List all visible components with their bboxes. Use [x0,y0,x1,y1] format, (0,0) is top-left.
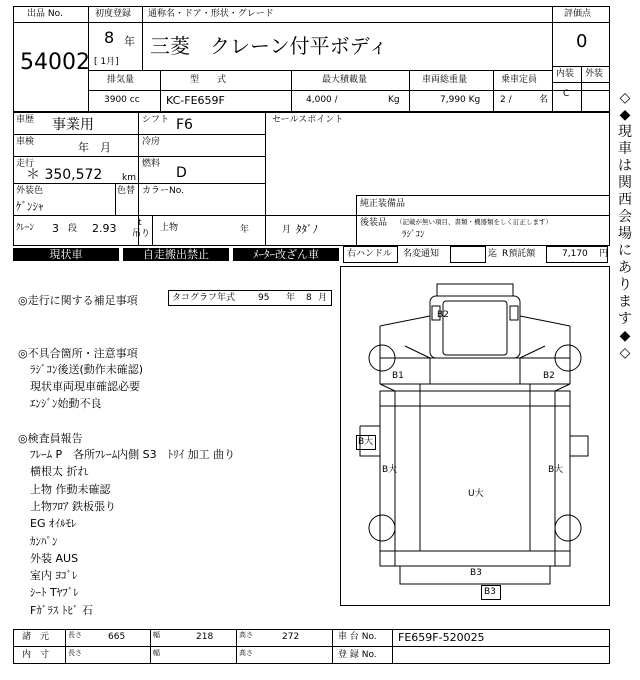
len2-label: 長さ [68,649,82,657]
report-item: 外装 AUS [30,551,79,565]
weight-value: 7,990 Kg [440,95,481,105]
report-item: EG ｵｲﾙﾓﾚ [30,517,77,531]
side-char: は [618,158,632,174]
defect-title: ◎不具合箇所・注意事項 [18,347,138,360]
side-char: ◆ [619,328,631,344]
side-char: 場 [618,226,632,242]
hgt2-label: 高さ [239,649,253,657]
report-item: 上物 作動未確認 [30,482,111,496]
tacho-label: タコグラフ年式 [172,293,236,303]
regno-label: 登 録 No. [338,650,377,660]
hist-value: 事業用 [52,117,94,133]
defect-item: ﾗｼﾞｺﾝ後送(動作未確認) [30,363,144,376]
side-char: ま [618,294,632,310]
report-item: ｶﾝﾊﾟﾝ [30,534,58,548]
lot-number: 54002 [20,50,90,75]
damage-u-dai: U大 [468,489,484,499]
crane-capacity-unit: t [138,218,142,228]
upper-year: 年 [240,225,250,235]
chassis-value: FE659F-520025 [398,631,485,644]
side-char: 現 [618,124,632,140]
side-char: す [618,311,632,327]
sales-label: セールスポイント [272,115,344,125]
model-label: 通称名・ドア・形状・グレード [148,9,274,19]
fuel-label: 燃料 [142,159,161,169]
ac-label: 冷房 [142,137,161,147]
aftermarket-label: 後装品 [360,218,388,228]
lot-label: 出品 No. [27,9,63,19]
recycle-value: 7,170 [562,249,588,259]
cap-unit: 名 [539,95,549,105]
interior-grade-label: 内装 [556,69,575,79]
side-char: あ [618,260,632,276]
mileage-label: 走行 [16,159,35,169]
side-char: ◇ [619,345,631,361]
tacho-month: 8 [306,293,312,303]
side-char: に [618,243,632,259]
report-item: 上物ﾌﾛｱ 鉄板張り [30,499,116,513]
color-no-label: カラーNo. [142,186,184,196]
crane-steps-unit: 段 [68,224,78,234]
cap-value: 2 / [500,95,512,105]
disp-label: 排気量 [107,75,135,85]
mileage-unit: km [122,173,136,183]
defect-item: ｴﾝｼﾞﾝ始動不良 [30,397,102,410]
wid2-label: 幅 [153,649,160,657]
shift-value: F6 [176,117,193,133]
right-handle: 右ハンドル [347,249,393,259]
report-item: Fｶﾞﾗｽ ﾄﾋﾞ 石 [30,603,93,617]
damage-b1: B1 [392,371,404,381]
fuel-value: D [176,165,187,181]
tacho-m: 月 [318,293,328,303]
side-char: 関 [618,175,632,191]
upper-label: 上物 [160,223,179,233]
status-meter-tampered: ﾒｰﾀｰ改ざん車 [233,248,339,261]
recycle-label: R預託額 [502,249,536,259]
damage-b2: B2 [543,371,555,381]
upper-maker: ﾀﾀﾞﾉ [296,223,318,236]
aftermarket-value: ﾗｼﾞｺﾝ [402,230,425,240]
disp-value: 3900 cc [104,95,140,105]
crane-label: ｸﾚｰﾝ [16,223,35,233]
upper-month: 月 [282,225,292,235]
grade-value: 0 [576,31,588,52]
reg-month: [ 1月] [94,57,119,67]
inspector-title: ◎検査員報告 [18,432,83,445]
damage-b-dai-right: B大 [548,465,564,475]
interior-dims-label: 内 寸 [22,650,50,660]
side-char: 西 [618,192,632,208]
aftermarket-note: （記載が無い項目、書類・機器類をしく訂正します） [396,218,552,226]
damage-b2-top: B2 [437,310,449,320]
report-item: 室内 ﾖｺﾞﾚ [30,569,78,583]
inspect-value: 年 月 [78,141,111,154]
damage-b-dai-left: B大 [382,465,398,475]
side-char: 会 [618,209,632,225]
truck-diagram [340,266,610,606]
side-notice [616,90,634,362]
mileage-value: ＊ 350,572 [26,167,103,183]
recycle-unit: 円 [599,249,609,259]
hgt-value: 272 [282,632,300,642]
side-char: ◆ [619,107,631,123]
weight-label: 車両総重量 [422,75,468,85]
load-value: 4,000 / [306,95,338,105]
chassis-label: 車 台 No. [338,632,377,642]
model-name: 三菱 クレーン付平ボディ [150,34,388,58]
wid-label: 幅 [153,631,160,639]
deadline: 迄 [488,249,498,259]
damage-b-dai-ext: B大 [358,437,374,447]
status-no-self-drive: 自走搬出禁止 [123,248,229,261]
defect-item: 現状車両現車確認必要 [30,380,140,393]
inspect-label: 車検 [16,137,35,147]
tacho-year: 95 [258,293,270,303]
reg-label: 初度登録 [95,9,132,19]
side-char: ◇ [619,90,631,106]
crane-capacity-sub: 吊り [132,229,151,239]
crane-capacity: 2.93 [92,222,117,235]
reg-year: 8 [104,28,115,47]
type-label: 型 式 [190,75,227,85]
side-char: 車 [618,141,632,157]
color-label: 外装色 [16,186,44,196]
reg-year-unit: 年 [124,35,135,48]
len-value: 665 [108,632,126,642]
color-code-label: 色替 [117,186,136,196]
tacho-y: 年 [286,293,296,303]
load-label: 最大積載量 [322,75,368,85]
name-notice: 名変通知 [403,249,440,259]
color-value: ｹﾞﾝｼｬ [16,200,44,213]
report-item: ﾌﾚｰﾑ P 各所ﾌﾚｰﾑ内側 S3 ﾄﾘｲ 加工 曲り [30,448,236,461]
len-label: 長さ [68,631,82,639]
shift-label: シフト [142,115,170,125]
report-item: ｼｰﾄ Tﾔﾌﾞﾚ [30,586,79,600]
driving-title: ◎走行に関する補足事項 [18,294,138,307]
exterior-grade-label: 外装 [585,69,604,79]
grade-label: 評価点 [564,9,592,19]
wid-value: 218 [196,632,214,642]
cap-label: 乗車定員 [501,75,538,85]
crane-steps: 3 [52,222,59,235]
load-unit: Kg [388,95,400,105]
side-char: り [618,277,632,293]
report-item: 横根太 折れ [30,465,89,479]
damage-b3: B3 [470,568,482,578]
hgt-label: 高さ [239,631,253,639]
damage-b3-ext: B3 [484,587,496,597]
dims-label: 諸 元 [22,632,50,642]
type-value: KC-FE659F [166,94,225,107]
hist-label: 車歴 [16,115,35,125]
interior-grade-value: C [563,89,570,99]
status-genjo: 現状車 [13,248,119,261]
equip-label: 純正装備品 [360,199,406,209]
